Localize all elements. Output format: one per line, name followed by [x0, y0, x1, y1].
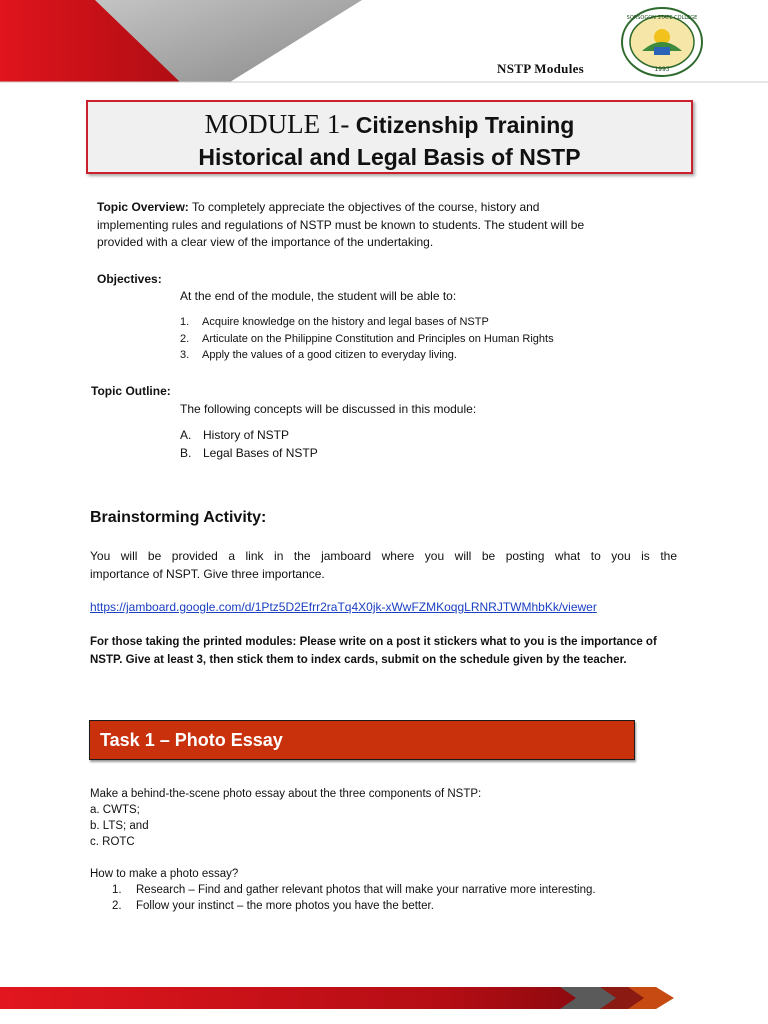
college-seal-icon	[620, 7, 704, 77]
topic-outline-intro: The following concepts will be discussed in this module:	[180, 402, 477, 416]
header-title: NSTP Modules	[497, 61, 585, 76]
module-title-box	[86, 100, 693, 174]
brainstorm-text-2: importance of NSPT. Give three importance.	[90, 566, 325, 581]
howto-label: How to make a photo essay?	[90, 868, 239, 880]
list-item: 1. Acquire knowledge on the history and legal bases of NSTP	[180, 316, 489, 328]
topic-overview-text-1: To completely appreciate the objectives of the course, history and	[191, 200, 540, 214]
task-intro: Make a behind-the-scene photo essay about the three components of NSTP:	[90, 788, 482, 800]
component-item: a. CWTS;	[90, 804, 140, 816]
list-item: A. History of NSTP	[180, 428, 290, 442]
module-title-line	[88, 109, 691, 140]
objectives-list	[180, 314, 554, 364]
topic-overview	[97, 199, 677, 252]
list-item: 1. Research – Find and gather relevant photos that will make your narrative more interesting.	[112, 884, 596, 896]
seal-name-text: SORSOGON STATE COLLEGE	[626, 15, 698, 21]
jamboard-link[interactable]: https://jamboard.google.com/d/1Ptz5D2Efrr2raTq4X0jk-xWwFZMKoqgLRNRJTWMhbKk/viewer	[90, 600, 597, 614]
module-subtitle: Historical and Legal Basis of NSTP	[198, 144, 581, 170]
printed-line-1: For those taking the printed modules: Please write on a post it stickers what to you is the importance of	[90, 636, 657, 648]
list-item: B. Legal Bases of NSTP	[180, 445, 318, 460]
component-item: b. LTS; and	[90, 820, 149, 832]
printed-module-instructions	[90, 634, 657, 669]
list-item: 3. Apply the values of a good citizen to everyday living.	[180, 349, 457, 361]
topic-overview-label: Topic Overview:	[97, 200, 189, 214]
topic-outline-list	[180, 427, 318, 462]
list-item: 2. Follow your instinct – the more photos you have the better.	[112, 900, 434, 912]
task-banner	[89, 720, 635, 760]
brainstorm-text-1: You will be provided a link in the jamboard where you will be posting what to you is the	[90, 549, 677, 563]
seal-year-text: 1993	[654, 66, 670, 73]
objectives-intro: At the end of the module, the student will be able to:	[180, 289, 457, 303]
footer-banner	[0, 985, 768, 1015]
topic-outline-label: Topic Outline:	[91, 384, 171, 398]
module-label: MODULE 1-	[204, 109, 350, 139]
topic-overview-text-2: implementing rules and regulations of NSTP must be known to students. The student will be	[97, 217, 585, 232]
brainstorm-text	[90, 548, 677, 583]
task-title: Task 1 – Photo Essay	[100, 730, 283, 750]
module-title: Citizenship Training	[355, 112, 575, 138]
printed-line-2: NSTP. Give at least 3, then stick them to index cards, submit on the schedule given by the teacher.	[90, 653, 627, 666]
objectives-label: Objectives:	[97, 272, 162, 286]
task-description	[90, 786, 596, 914]
list-item: 2. Articulate on the Philippine Constitution and Principles on Human Rights	[180, 332, 554, 345]
topic-overview-text-3: provided with a clear view of the importance of the undertaking.	[97, 235, 434, 249]
component-item: c. ROTC	[90, 836, 135, 848]
brainstorm-heading: Brainstorming Activity:	[90, 509, 267, 526]
